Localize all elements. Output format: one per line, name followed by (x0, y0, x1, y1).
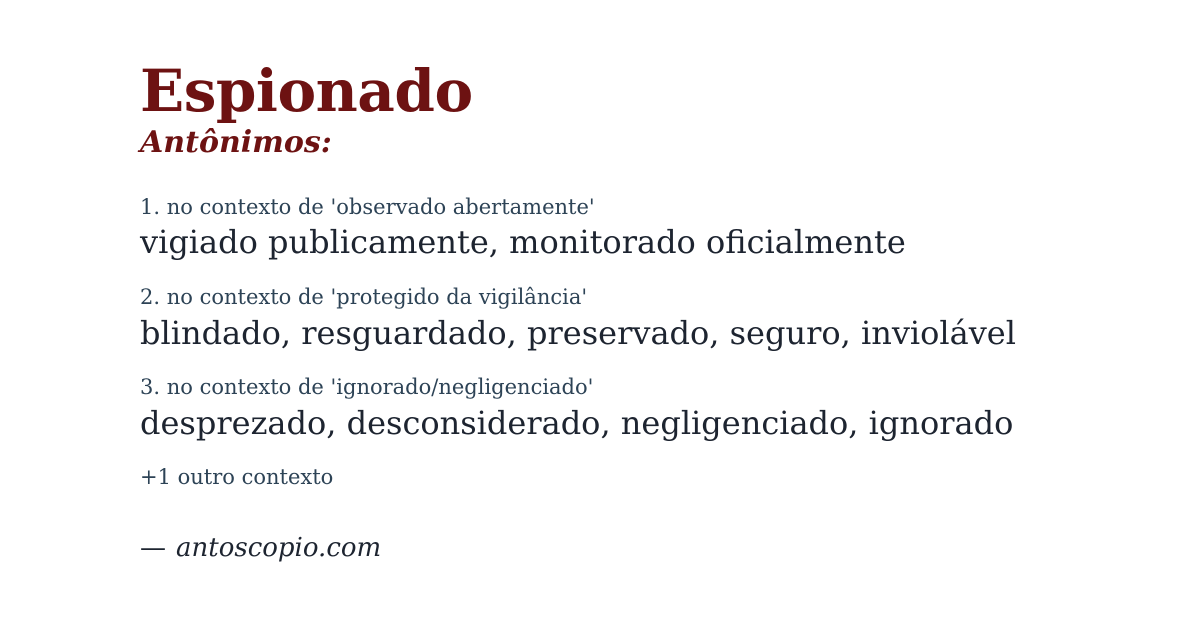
entry-context-text: no contexto de 'observado abertamente' (166, 194, 595, 219)
entry-antonyms-text: blindado, resguardado, preservado, seguro, inviolável (140, 313, 1016, 352)
attribution-dash: — (140, 532, 166, 563)
more-contexts-note: +1 outro contexto (140, 464, 334, 489)
entry-antonyms-text: vigiado publicamente, monitorado oficialmente (140, 223, 906, 262)
entry-context-line (140, 194, 1100, 222)
entry-context-line (140, 374, 1100, 402)
antonym-entry-3 (140, 374, 1100, 444)
entry-context-text: no contexto de 'protegido da vigilância' (166, 284, 588, 309)
source-attribution (140, 533, 1100, 563)
entry-number: 3. (140, 375, 161, 400)
antonyms-section-subtitle: Antônimos: (140, 124, 332, 160)
entry-number: 2. (140, 284, 161, 309)
entry-context-text: no contexto de 'ignorado/negligenciado' (166, 375, 594, 400)
source-site-name: antoscopio.com (176, 532, 382, 563)
antonym-entry-1 (140, 194, 1100, 264)
antonym-entry-2 (140, 284, 1100, 354)
entry-context-line (140, 284, 1100, 312)
antonym-entries-list (140, 194, 1100, 445)
entry-number: 1. (140, 194, 161, 219)
entry-antonyms-text: desprezado, desconsiderado, negligenciado, ignorado (140, 403, 1014, 442)
word-title: Espionado (140, 57, 473, 125)
